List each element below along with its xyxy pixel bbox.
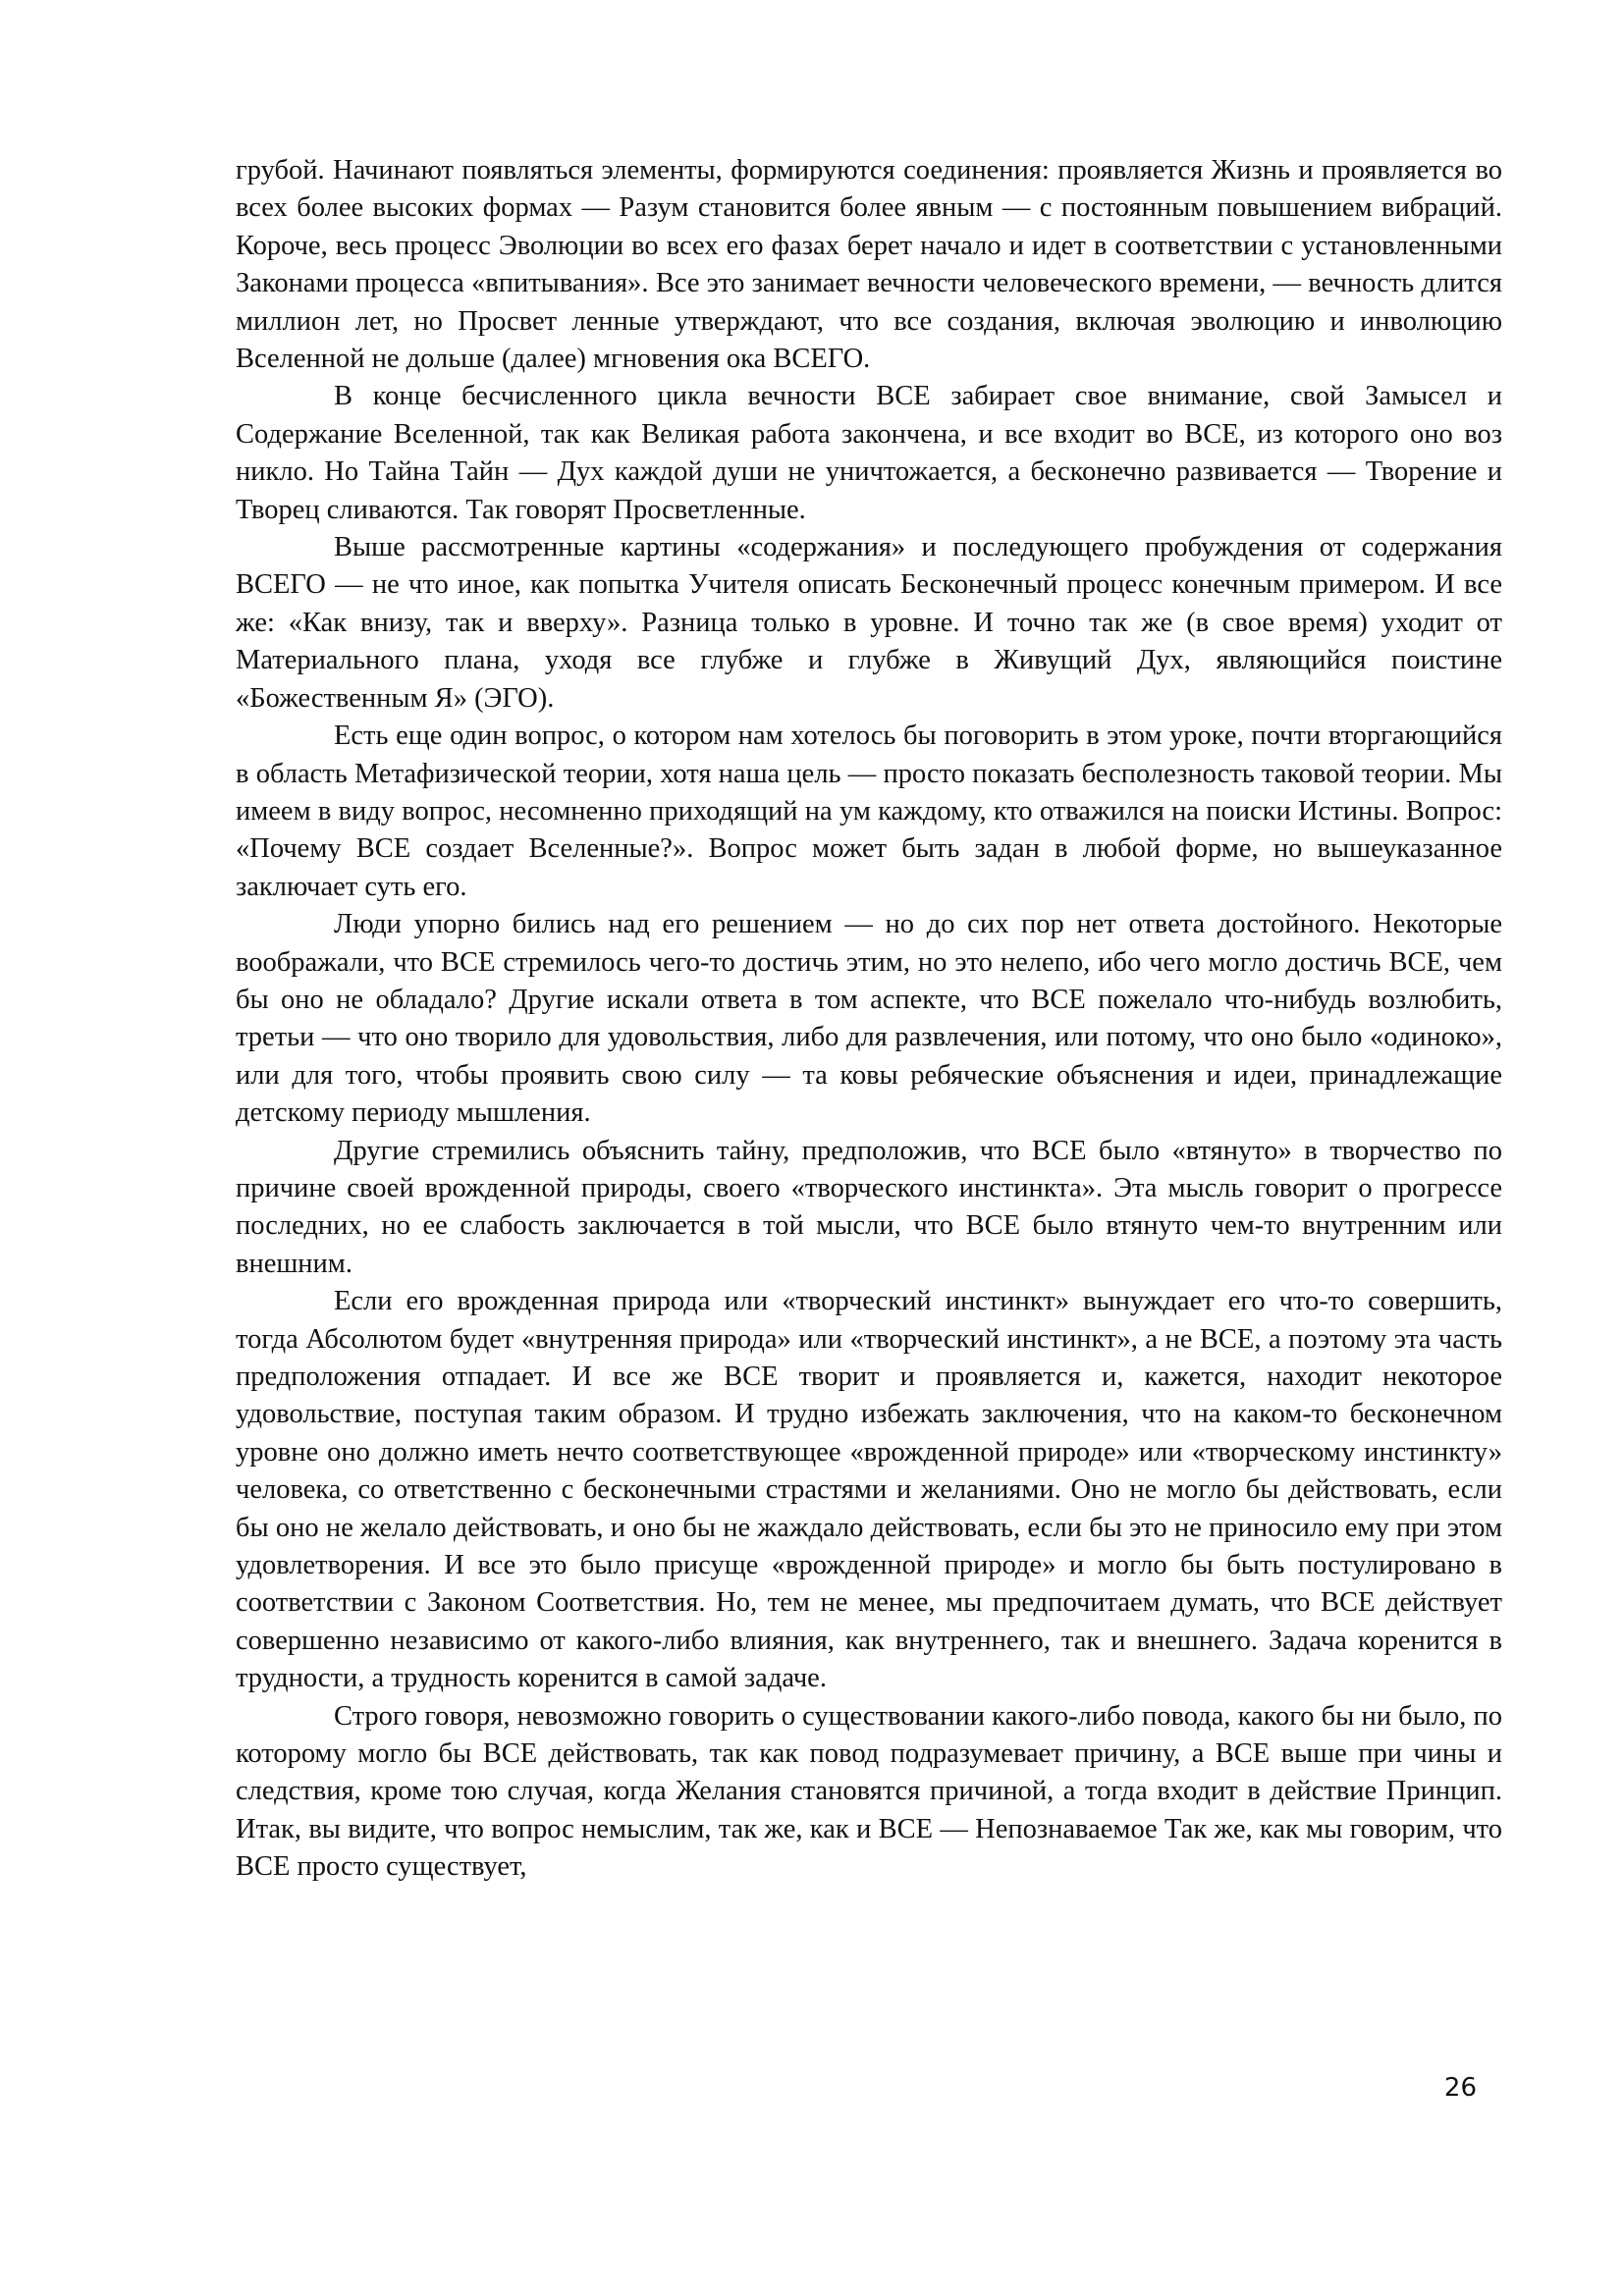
paragraph: Есть еще один вопрос, о котором нам хотелось бы поговорить в этом уроке, почти вторгающийся в область Метафизической теории, хотя наша цель — просто показать бесполезность таковой теории. Мы имеем в виду вопрос, несомненно приходящий на ум каждому, кто отважился на поиски Истины. Вопрос: «Почему ВСЕ создает Вселенные?». Вопрос может быть задан в любой форме, но вышеуказанное заключает суть его. [236,721,1502,902]
paragraph: Другие стремились объяснить тайну, предположив, что ВСЕ было «втянуто» в творчество по причине своей врожденной природы, своего «творческого инстинкта». Эта мысль говорит о прогрессе последних, но ее слабость заключается в той мысли, что ВСЕ было втянуто чем-то внутренним или внешним. [236,1135,1502,1279]
body-text [236,152,1502,1887]
paragraph: Люди упорно бились над его решением — но до сих пор нет ответа достойного. Некоторые воображали, что ВСЕ стремилось чего-то достичь этим, но это нелепо, ибо чего могло достичь ВСЕ, чем бы оно не обладало? Другие искали ответа в том аспекте, что ВСЕ пожелало что-нибудь возлюбить, третьи — что оно творило для удовольствия, либо для развлечения, или потому, что оно было «одиноко», или для того, чтобы проявить свою силу — та ковы ребяческие объяснения и идеи, принадлежащие детскому периоду мышления. [236,909,1502,1129]
paragraph-continuation: грубой. Начинают появляться элементы, формируются соединения: проявляется Жизнь и проявляется во всех более высоких формах — Разум становится более явным — с постоянным повышением вибраций. Короче, весь процесс Эволюции во всех его фазах берет начало и идет в соответствии с установленными Законами процесса «впитывания». Все это занимает вечности человеческого времени, — вечность длится миллион лет, но Просвет ленные утверждают, что все создания, включая эволюцию и инволюцию Вселенной не дольше (далее) мгновения ока ВСЕГО. [236,155,1502,375]
page-number: 26 [1443,2073,1477,2103]
paragraph: Выше рассмотренные картины «содержания» и последующего пробуждения от содержания ВСЕГО — не что иное, как попытка Учителя описать Бесконечный процесс конечным примером. И все же: «Как внизу, так и вверху». Разница только в уровне. И точно так же (в свое время) уходит от Материального плана, уходя все глубже и глубже в Живущий Дух, являющийся поистине «Божественным Я» (ЭГО). [236,532,1502,714]
paragraph: Строго говоря, невозможно говорить о существовании какого-либо повода, какого бы ни было, по которому могло бы ВСЕ действовать, так как повод подразумевает причину, а ВСЕ выше при чины и следствия, кроме тою случая, когда Желания становятся причиной, а тогда входит в действие Принцип. Итак, вы видите, что вопрос немыслим, так же, как и ВСЕ — Непознаваемое Так же, как мы говорим, что ВСЕ просто существует, [236,1700,1502,1883]
paragraph: Если его врожденная природа или «творческий инстинкт» вынуждает его что-то совершить, тогда Абсолютом будет «внутренняя природа» или «творческий инстинкт», а не ВСЕ, а поэтому эта часть предположения отпадает. И все же ВСЕ творит и проявляется и, кажется, находит некоторое удовольствие, поступая таким образом. И трудно избежать заключения, что на каком-то бесконечном уровне оно должно иметь нечто соответствующее «врожденной природе» или «творческому инстинкту» человека, со ответственно с бесконечными страстями и желаниями. Оно не могло бы действовать, если бы оно не желало действовать, и оно бы не жаждало действовать, если бы это не приносило ему при этом удовлетворения. И все это было присуще «врожденной природе» и могло бы быть постулировано в соответствии с Законом Соответствия. Но, тем не менее, мы предпочитаем думать, что ВСЕ действует совершенно независимо от какого-либо влияния, как внутреннего, так и внешнего. Задача коренится в трудности, а трудность коренится в самой задаче. [236,1286,1502,1694]
paragraph: В конце бесчисленного цикла вечности ВСЕ забирает свое внимание, свой Замысел и Содержание Вселенной, так как Великая работа закончена, и все входит во ВСЕ, из которого оно воз никло. Но Тайна Тайн — Дух каждой души не уничтожается, а бесконечно развивается — Творение и Творец сливаются. Так говорят Просветленные. [236,381,1502,525]
